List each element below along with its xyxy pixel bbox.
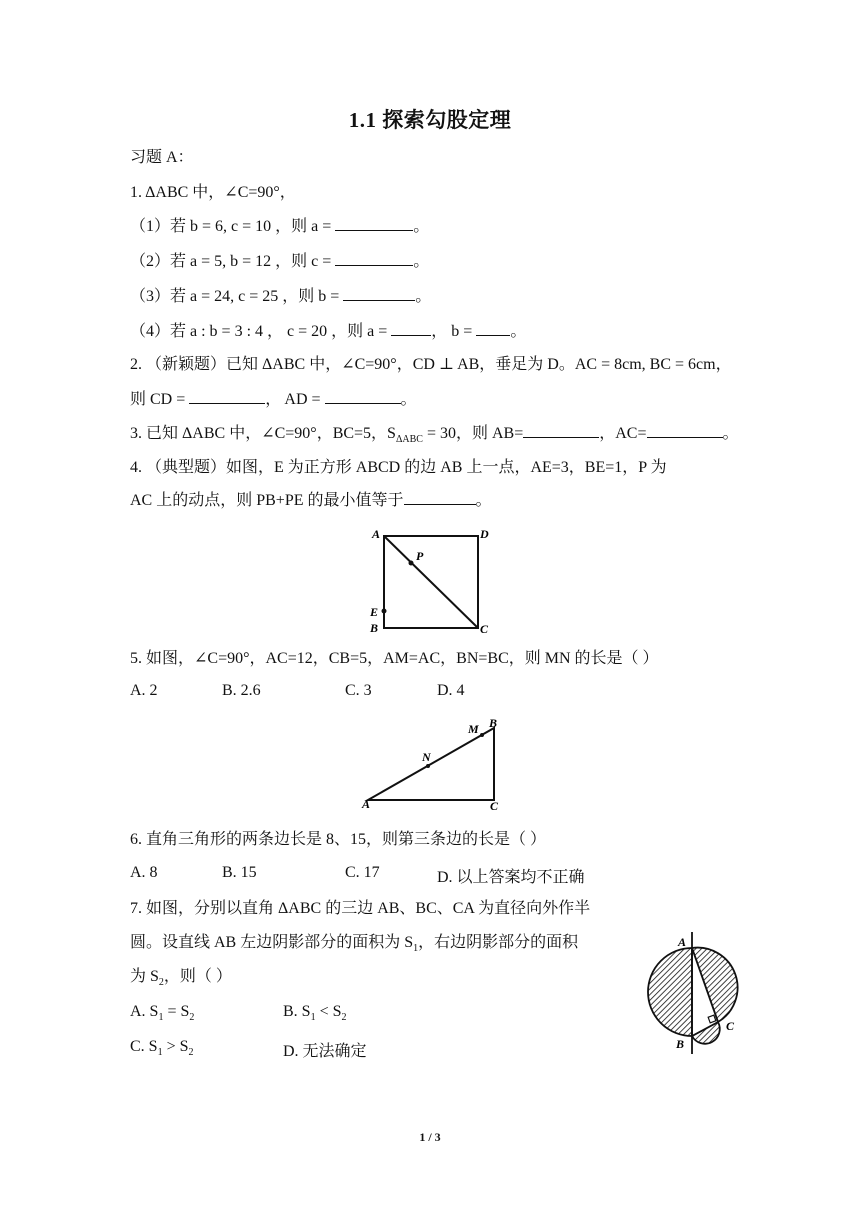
q1-part1-text: （1）若 b = 6, c = 10 ，则 a =: [130, 218, 332, 235]
option-text: > S: [162, 1038, 189, 1055]
page-title: 1.1 探索勾股定理: [348, 108, 512, 132]
left-shaded-region: [648, 948, 692, 1036]
period: 。: [400, 391, 417, 408]
q6-stem: 6. 直角三角形的两条边长是 8、15，则第三条边的长是（ ）: [130, 831, 547, 848]
q1-part3-text: （3）若 a = 24, c = 25 ，则 b =: [130, 288, 340, 305]
period: 。: [510, 323, 527, 340]
label-e: E: [370, 605, 379, 619]
subscript: 1: [310, 1012, 316, 1024]
subscript: 1: [158, 1012, 164, 1024]
q7-line2-text-b: ，右边阴影部分的面积: [418, 934, 579, 951]
point-m: [480, 733, 484, 737]
q7-line2: [130, 933, 578, 959]
q1-part4-text-b: ， b =: [431, 323, 473, 340]
point-n: [426, 764, 430, 768]
label-a: A: [362, 797, 371, 811]
q1-part3: [130, 286, 431, 307]
answer-blank[interactable]: [343, 286, 415, 301]
option-text: = S: [163, 1003, 190, 1020]
period: 。: [475, 492, 492, 509]
q7-line3: [130, 967, 232, 993]
label-a: A: [372, 527, 381, 541]
triangle-figure: [358, 716, 508, 812]
label-p: P: [416, 549, 424, 563]
q7-line3-text: 为 S: [130, 968, 159, 985]
answer-blank[interactable]: [404, 490, 476, 505]
option-text: C. S: [130, 1038, 158, 1055]
q5-option-d[interactable]: D. 4: [437, 682, 465, 699]
q7-option-d[interactable]: D. 无法确定: [283, 1043, 367, 1060]
q2-line1: 2. （新颖题）已知 ΔABC 中，∠C=90°，CD ⊥ AB，垂足为 D。AC = 8cm, BC = 6cm，: [130, 356, 732, 373]
square-figure: [366, 526, 496, 638]
q3-text: 3. 已知 ΔABC 中，∠C=90°，BC=5，S: [130, 425, 396, 442]
q3-subscript: ΔABC: [395, 434, 423, 446]
q1-part2: [130, 251, 429, 272]
period: 。: [415, 288, 432, 305]
triangle-abc: [368, 728, 494, 800]
label-a: A: [678, 935, 687, 949]
q6-option-c[interactable]: C. 17: [345, 864, 380, 881]
q1-stem: 1. ΔABC 中，∠C=90°，: [130, 184, 296, 201]
point-p: [409, 561, 414, 566]
q1-part1: [130, 216, 429, 237]
label-c: C: [726, 1019, 735, 1033]
q3-text-c: ，AC=: [599, 425, 647, 442]
page-number: 1 / 3: [419, 1130, 441, 1144]
q7-option-b[interactable]: [283, 1003, 347, 1023]
subscript: 2: [188, 1047, 194, 1059]
subscript: 2: [158, 977, 164, 989]
q6-option-b[interactable]: B. 15: [222, 864, 257, 881]
point-e: [382, 609, 387, 614]
q1-part2-text: （2）若 a = 5, b = 12 ，则 c =: [130, 253, 332, 270]
label-m: M: [468, 722, 479, 736]
q7-option-c[interactable]: [130, 1038, 194, 1058]
answer-blank[interactable]: [523, 423, 599, 438]
q1-part4: [130, 321, 526, 342]
period: 。: [413, 218, 430, 235]
label-c: C: [480, 622, 489, 636]
label-b: B: [676, 1037, 685, 1051]
q7-line1: 7. 如图，分别以直角 ΔABC 的三边 AB、BC、CA 为直径向外作半: [130, 900, 591, 917]
q2-line2-text: 则 CD =: [130, 391, 186, 408]
answer-blank[interactable]: [647, 423, 723, 438]
q4-line1: 4. （典型题）如图，E 为正方形 ABCD 的边 AB 上一点，AE=3，BE=1，P 为: [130, 459, 667, 476]
label-c: C: [490, 799, 499, 812]
q4-line2: [130, 490, 492, 511]
q5-option-a[interactable]: A. 2: [130, 682, 158, 699]
label-b: B: [489, 716, 498, 730]
subscript: 1: [413, 943, 419, 955]
answer-blank[interactable]: [325, 389, 401, 404]
answer-blank[interactable]: [476, 321, 510, 336]
option-text: < S: [315, 1003, 342, 1020]
label-d: D: [480, 527, 489, 541]
q2-line2: [130, 389, 417, 410]
q7-option-a[interactable]: [130, 1003, 194, 1023]
label-b: B: [370, 621, 379, 635]
subscript: 1: [157, 1047, 163, 1059]
subscript: 2: [189, 1012, 195, 1024]
q6-option-d[interactable]: D. 以上答案均不正确: [437, 869, 585, 886]
subscript: 2: [341, 1012, 347, 1024]
q1-part4-text: （4）若 a : b = 3 : 4 ， c = 20 ，则 a =: [130, 323, 388, 340]
q5-option-b[interactable]: B. 2.6: [222, 682, 261, 699]
answer-blank[interactable]: [391, 321, 431, 336]
q2-line2-text-b: ， AD =: [265, 391, 321, 408]
period: 。: [413, 253, 430, 270]
section-heading: 习题 A：: [130, 149, 194, 166]
q5-stem: 5. 如图，∠C=90°，AC=12，CB=5，AM=AC，BN=BC，则 MN 的长是（ ）: [130, 650, 659, 667]
diagonal-ac: [384, 536, 478, 628]
q4-line2-text: AC 上的动点，则 PB+PE 的最小值等于: [130, 492, 404, 509]
q3-line: [130, 423, 739, 450]
q7-line2-text: 圆。设直线 AB 左边阴影部分的面积为 S: [130, 934, 414, 951]
option-text: B. S: [283, 1003, 311, 1020]
answer-blank[interactable]: [335, 216, 413, 231]
option-text: A. S: [130, 1003, 159, 1020]
semicircles-figure: [646, 930, 756, 1060]
period: 。: [722, 425, 739, 442]
q7-line3-text-b: ，则（ ）: [163, 968, 232, 985]
q3-text-b: = 30，则 AB=: [422, 425, 524, 442]
q6-option-a[interactable]: A. 8: [130, 864, 158, 881]
label-n: N: [422, 750, 431, 764]
answer-blank[interactable]: [335, 251, 413, 266]
answer-blank[interactable]: [189, 389, 265, 404]
q5-option-c[interactable]: C. 3: [345, 682, 372, 699]
